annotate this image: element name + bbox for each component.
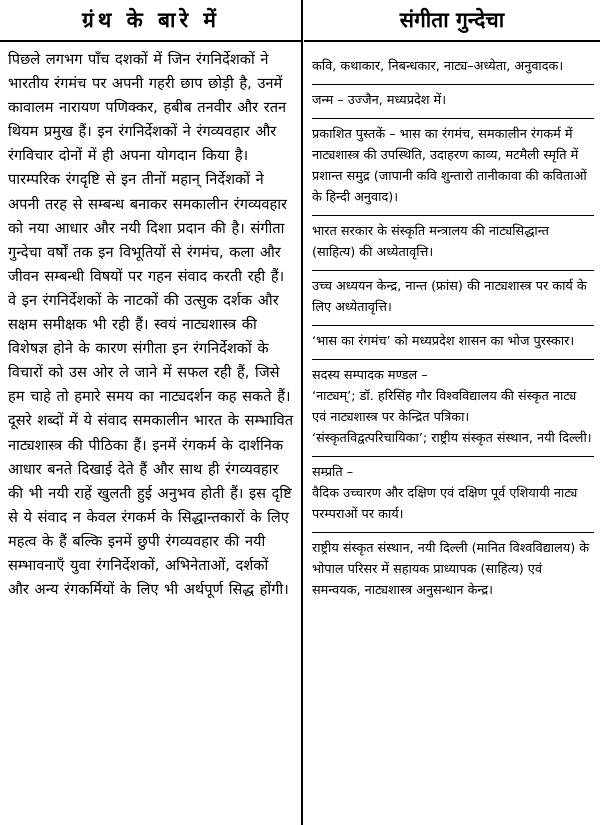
bio-block-award <box>312 325 594 359</box>
bio-block-books <box>312 118 594 215</box>
author-bio <box>304 42 600 608</box>
bio-block-position <box>312 532 594 608</box>
bio-roles: कवि, कथाकार, निबन्धकार, नाट्य–अध्येता, अनुवादक। <box>312 59 564 74</box>
bio-books: प्रकाशित पुस्तकें – भास का रंगमंच, समकालीन रंगकर्म में नाट्यशास्त्र की उपस्थिति, उदाहरण काव्य, मटमैली स्मृति में प्रशान्त समुद्र (जापानी कवि शुन्तारो तानीकावा की कविताओं के हिन्दी अनुवाद)। <box>312 127 587 205</box>
bio-editorial-2: ‘संस्कृतविद्वत्परिचायिका’; राष्ट्रीय संस्कृत संस्थान, नयी दिल्ली। <box>312 431 592 446</box>
about-book-text: पिछले लगभग पाँच दशकों में जिन रंगनिर्देशकों ने भारतीय रंगमंच पर अपनी गहरी छाप छोड़ी है, उनमें कावालम नारायण पणिक्कर, हबीब तनवीर और रतन थियम प्रमुख हैं। इन रंगनिर्देशकों ने रंगव्यवहार और रंगविचार दोनों में ही अपना योगदान किया है। पारम्परिक रंगदृष्टि से इन तीनों महान् निर्देशकों ने अपनी तरह से सम्बन्ध बनाकर समकालीन रंगव्यवहार को नया आधार और नयी दिशा प्रदान की है। संगीता गुन्देचा वर्षों तक इन विभूतियों से रंगमंच, कला और जीवन सम्बन्धी विषयों पर गहन संवाद करती रही हैं। वे इन रंगनिर्देशकों के नाटकों की उत्सुक दर्शक और सक्षम समीक्षक भी रही हैं। स्वयं नाट्यशास्त्र की विशेषज्ञ होने के कारण संगीता इन रंगनिर्देशकों के विचारों को उस ओर ले जाने में सफल रही हैं, जिसे हम चाहे तो हमारे समय का नाट्यदर्शन कह सकते हैं। दूसरे शब्दों में ये संवाद समकालीन भारत के सम्भावित नाट्यशास्त्र की पीठिका हैं। इनमें रंगकर्म के दार्शनिक आधार बनते दिखाई देते हैं और साथ ही रंगव्यवहार की भी नयी राहें खुलती हुई अनुभव होती हैं। इस दृष्टि से ये संवाद न केवल रंगकर्म के सिद्धान्तकारों के लिए महत्व के हैं बल्कि इनमें छुपी रंगव्यवहार की नयी सम्भावनाएँ युवा रंगनिर्देशकों, अभिनेताओं, दर्शकों और अन्य रंगकर्मियों के लिए भी अर्थपूर्ण सिद्ध होंगी। <box>8 51 294 599</box>
bio-block-fellowship <box>312 215 594 270</box>
bio-current-1: वैदिक उच्चारण और दक्षिण एवं दक्षिण पूर्व एशियायी नाट्य परम्पराओं पर कार्य। <box>312 486 578 522</box>
bio-birth: जन्म – उज्जैन, मध्यप्रदेश में। <box>312 93 447 108</box>
bio-block-birth <box>312 84 594 118</box>
bio-block-roles <box>312 50 594 84</box>
column-divider <box>301 0 303 825</box>
bio-block-editorial <box>312 359 594 456</box>
bio-award: ‘भास का रंगमंच’ को मध्यप्रदेश शासन का भोज पुरस्कार। <box>312 334 575 349</box>
bio-block-nanterre <box>312 270 594 325</box>
bio-current-title: सम्प्रति – <box>312 465 354 480</box>
about-book-heading: ग्रंथ के बारे में <box>0 0 302 42</box>
bio-fellowship: भारत सरकार के संस्कृति मन्त्रालय की नाट्यसिद्धान्त (साहित्य) की अध्येतावृत्ति। <box>312 224 549 260</box>
bio-editorial-title: सदस्य सम्पादक मण्डल – <box>312 368 428 383</box>
bio-current-2: राष्ट्रीय संस्कृत संस्थान, नयी दिल्ली (मानित विश्वविद्यालय) के भोपाल परिसर में सहायक प्राध्यापक (साहित्य) एवं समन्वयक, नाट्यशास्त्र अनुसन्धान केन्द्र। <box>312 541 590 598</box>
bio-editorial-1: ‘नाट्यम्’; डॉ. हरिसिंह गौर विश्वविद्यालय की संस्कृत नाट्य एवं नाट्यशास्त्र पर केन्द्रित पत्रिका। <box>312 389 577 425</box>
author-name-heading: संगीता गुन्देचा <box>304 0 600 42</box>
bio-block-current <box>312 456 594 532</box>
bio-nanterre: उच्च अध्ययन केन्द्र, नान्त (फ्रांस) की नाट्यशास्त्र पर कार्य के लिए अध्येतावृत्ति। <box>312 279 587 315</box>
author-column <box>304 0 600 825</box>
